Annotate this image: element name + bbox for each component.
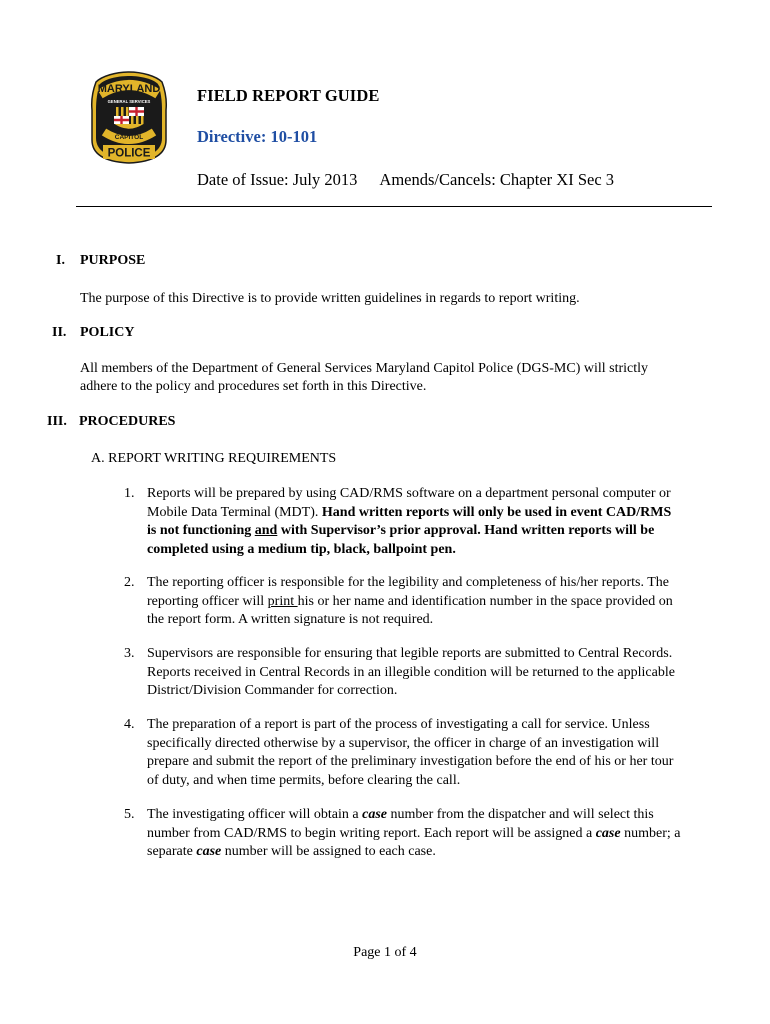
maryland-capitol-police-badge (90, 70, 168, 164)
item-line: The reporting officer is responsible for the legibility and completeness of his/her reports. The (147, 575, 670, 590)
item-line: Mobile Data Terminal (MDT). Hand written reports will only be used in event CAD/RMS (147, 504, 672, 520)
list-item (124, 645, 724, 701)
item-line: The investigating officer will obtain a case number from the dispatcher and will select this (147, 807, 654, 822)
item-line: Reports will be prepared by using CAD/RMS software on a department personal computer or (147, 486, 671, 501)
purpose-text: The purpose of this Directive is to provide written guidelines in regards to report writing. (80, 291, 580, 306)
item-line: District/Division Commander for correction. (147, 683, 398, 698)
policy-text (80, 360, 648, 396)
section-policy-heading (52, 325, 134, 341)
badge-capitol-text: CAPITOL (114, 134, 144, 141)
directive-number: Directive: 10-101 (197, 127, 318, 146)
list-item (124, 716, 724, 790)
issue-line (197, 170, 614, 190)
item-number: 2. (124, 575, 135, 590)
header-divider (76, 206, 712, 207)
item-line: specifically directed otherwise by a supervisor, the officer in charge of an investigation will (147, 735, 660, 751)
section-purpose-heading (56, 253, 145, 269)
policy-line: adhere to the policy and procedures set forth in this Directive. (80, 379, 427, 394)
amends-cancels: Amends/Cancels: Chapter XI Sec 3 (379, 170, 615, 189)
list-item (124, 485, 724, 559)
item-line: of duty, and when time permits, before clearing the call. (147, 772, 461, 788)
item-line: Supervisors are responsible for ensuring that legible reports are submitted to Central Records. (147, 646, 673, 661)
policy-line: All members of the Department of General Services Maryland Capitol Police (DGS-MC) will strictly (80, 361, 649, 376)
date-of-issue: Date of Issue: July 2013 (197, 170, 358, 189)
document-title: FIELD REPORT GUIDE (197, 86, 380, 105)
item-number: 4. (124, 717, 135, 732)
section-heading-text: PROCEDURES (79, 414, 176, 429)
list-item (124, 574, 724, 630)
badge-top-text: MARYLAND (97, 83, 161, 95)
item-line: completed using a medium tip, black, ballpoint pen. (147, 541, 456, 557)
item-number: 3. (124, 646, 135, 661)
item-number: 5. (124, 807, 135, 822)
badge-mid-text: GENERAL SERVICES (107, 99, 151, 104)
section-number: III. (47, 414, 67, 429)
section-procedures-heading (47, 414, 175, 430)
item-line: The preparation of a report is part of the process of investigating a call for service. Unless (147, 717, 650, 732)
section-heading-text: POLICY (80, 325, 135, 340)
item-number: 1. (124, 486, 135, 501)
badge-police-text: POLICE (107, 147, 151, 160)
maryland-flag-shield (114, 107, 144, 129)
item-line: prepare and submit the report of the preliminary investigation before the end of his or her tour (147, 754, 674, 769)
list-item (124, 806, 724, 862)
item-line: is not functioning and with Supervisor’s prior approval. Hand written reports will be (147, 523, 655, 538)
item-line: the report form. A written signature is not required. (147, 612, 434, 627)
item-line: separate case number will be assigned to each case. (147, 844, 436, 859)
page-number: Page 1 of 4 (353, 945, 417, 960)
item-line: number from CAD/RMS to begin writing report. Each report will be assigned a case number; a (147, 825, 681, 841)
section-number: II. (52, 325, 67, 340)
section-heading-text: PURPOSE (80, 253, 146, 268)
procedures-subheading: A. REPORT WRITING REQUIREMENTS (91, 451, 337, 466)
item-line: Reports received in Central Records in an illegible condition will be returned to the applicable (147, 664, 675, 680)
section-number: I. (56, 253, 65, 268)
item-line: reporting officer will print his or her name and identification number in the space provided on (147, 593, 673, 609)
